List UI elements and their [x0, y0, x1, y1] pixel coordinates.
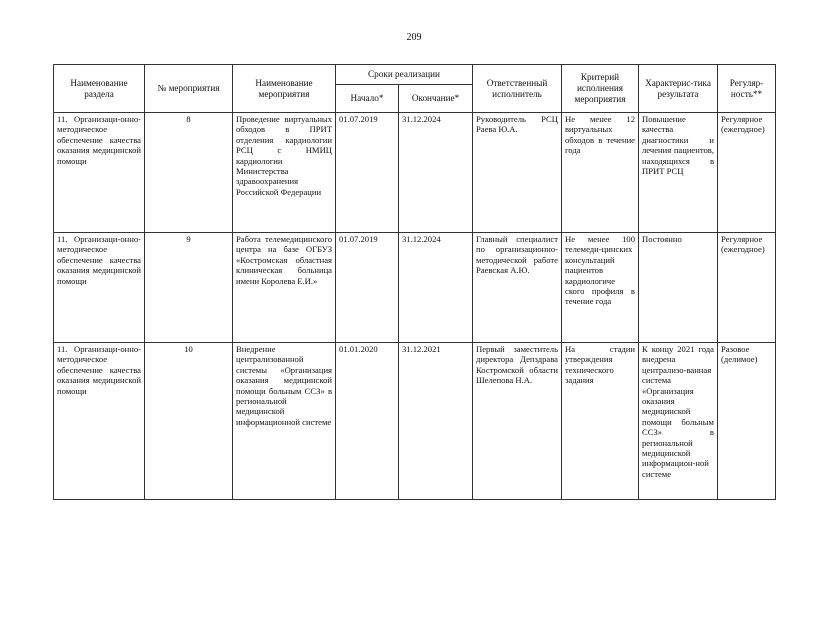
cell-result: К концу 2021 года внедрена централизо-ванная система «Организация оказания медицинской помощи больным ССЗ» в региональной медицинской информацион-ной системе — [639, 343, 718, 500]
col-header-responsible: Ответственный исполнитель — [473, 65, 562, 113]
col-header-activity: Наименование мероприятия — [233, 65, 336, 113]
col-header-terms: Сроки реализации — [336, 65, 473, 85]
col-header-section: Наименование раздела — [54, 65, 145, 113]
cell-activity: Проведение виртуальных обходов в ПРИТ отделения кардиологии РСЦ с НМИЦ кардиологии Министерства здравоохранения Российской Федерации — [233, 113, 336, 233]
cell-responsible: Руководитель РСЦ Раева Ю.А. — [473, 113, 562, 233]
cell-section: 11. Организаци-онно-методическое обеспечение качества оказания медицинской помощи — [54, 113, 145, 233]
page-number: 209 — [406, 32, 422, 43]
cell-criterion: На стадии утверждения технического задания — [562, 343, 639, 500]
cell-start: 01.07.2019 — [336, 233, 399, 343]
cell-criterion: Не менее 100 телемеди-цинских консультаций пациентов кардиологиче ского профиля в течение года — [562, 233, 639, 343]
cell-number: 10 — [145, 343, 233, 500]
cell-responsible: Главный специалист по организационно-методической работе Раевская А.Ю. — [473, 233, 562, 343]
cell-regularity: Разовое (делимое) — [718, 343, 776, 500]
cell-activity: Работа телемедицинского центра на базе ОГБУЗ «Костромская областная клиническая больница имени Королева Е.И.» — [233, 233, 336, 343]
col-header-criterion: Критерий исполнения мероприятия — [562, 65, 639, 113]
header-row — [54, 65, 776, 85]
cell-regularity: Регулярное (ежегодное) — [718, 233, 776, 343]
action-plan-table — [53, 64, 776, 500]
cell-start: 01.07.2019 — [336, 113, 399, 233]
cell-responsible: Первый заместитель директора Депздрава Костромской области Шелепова Н.А. — [473, 343, 562, 500]
col-header-start: Начало* — [336, 85, 399, 113]
cell-start: 01.01.2020 — [336, 343, 399, 500]
table-row — [54, 343, 776, 500]
cell-regularity: Регулярное (ежегодное) — [718, 113, 776, 233]
table-row — [54, 233, 776, 343]
cell-end: 31.12.2024 — [399, 233, 473, 343]
cell-number: 8 — [145, 113, 233, 233]
cell-end: 31.12.2021 — [399, 343, 473, 500]
cell-criterion: Не менее 12 виртуальных обходов в течение года — [562, 113, 639, 233]
cell-section: 11. Организаци-онно-методическое обеспечение качества оказания медицинской помощи — [54, 233, 145, 343]
col-header-regularity: Регуляр-ность** — [718, 65, 776, 113]
cell-number: 9 — [145, 233, 233, 343]
cell-result: Постоянно — [639, 233, 718, 343]
cell-result: Повышение качества диагностики и лечения пациентов, находящихся в ПРИТ РСЦ — [639, 113, 718, 233]
col-header-number: № мероприятия — [145, 65, 233, 113]
cell-section: 11. Организаци-онно-методическое обеспечение качества оказания медицинской помощи — [54, 343, 145, 500]
col-header-result: Характерис-тика результата — [639, 65, 718, 113]
cell-end: 31.12.2024 — [399, 113, 473, 233]
cell-activity: Внедрение централизованной системы «Организация оказания медицинской помощи больным ССЗ» в региональной медицинской информационной системе — [233, 343, 336, 500]
col-header-end: Окончание* — [399, 85, 473, 113]
table-row — [54, 113, 776, 233]
